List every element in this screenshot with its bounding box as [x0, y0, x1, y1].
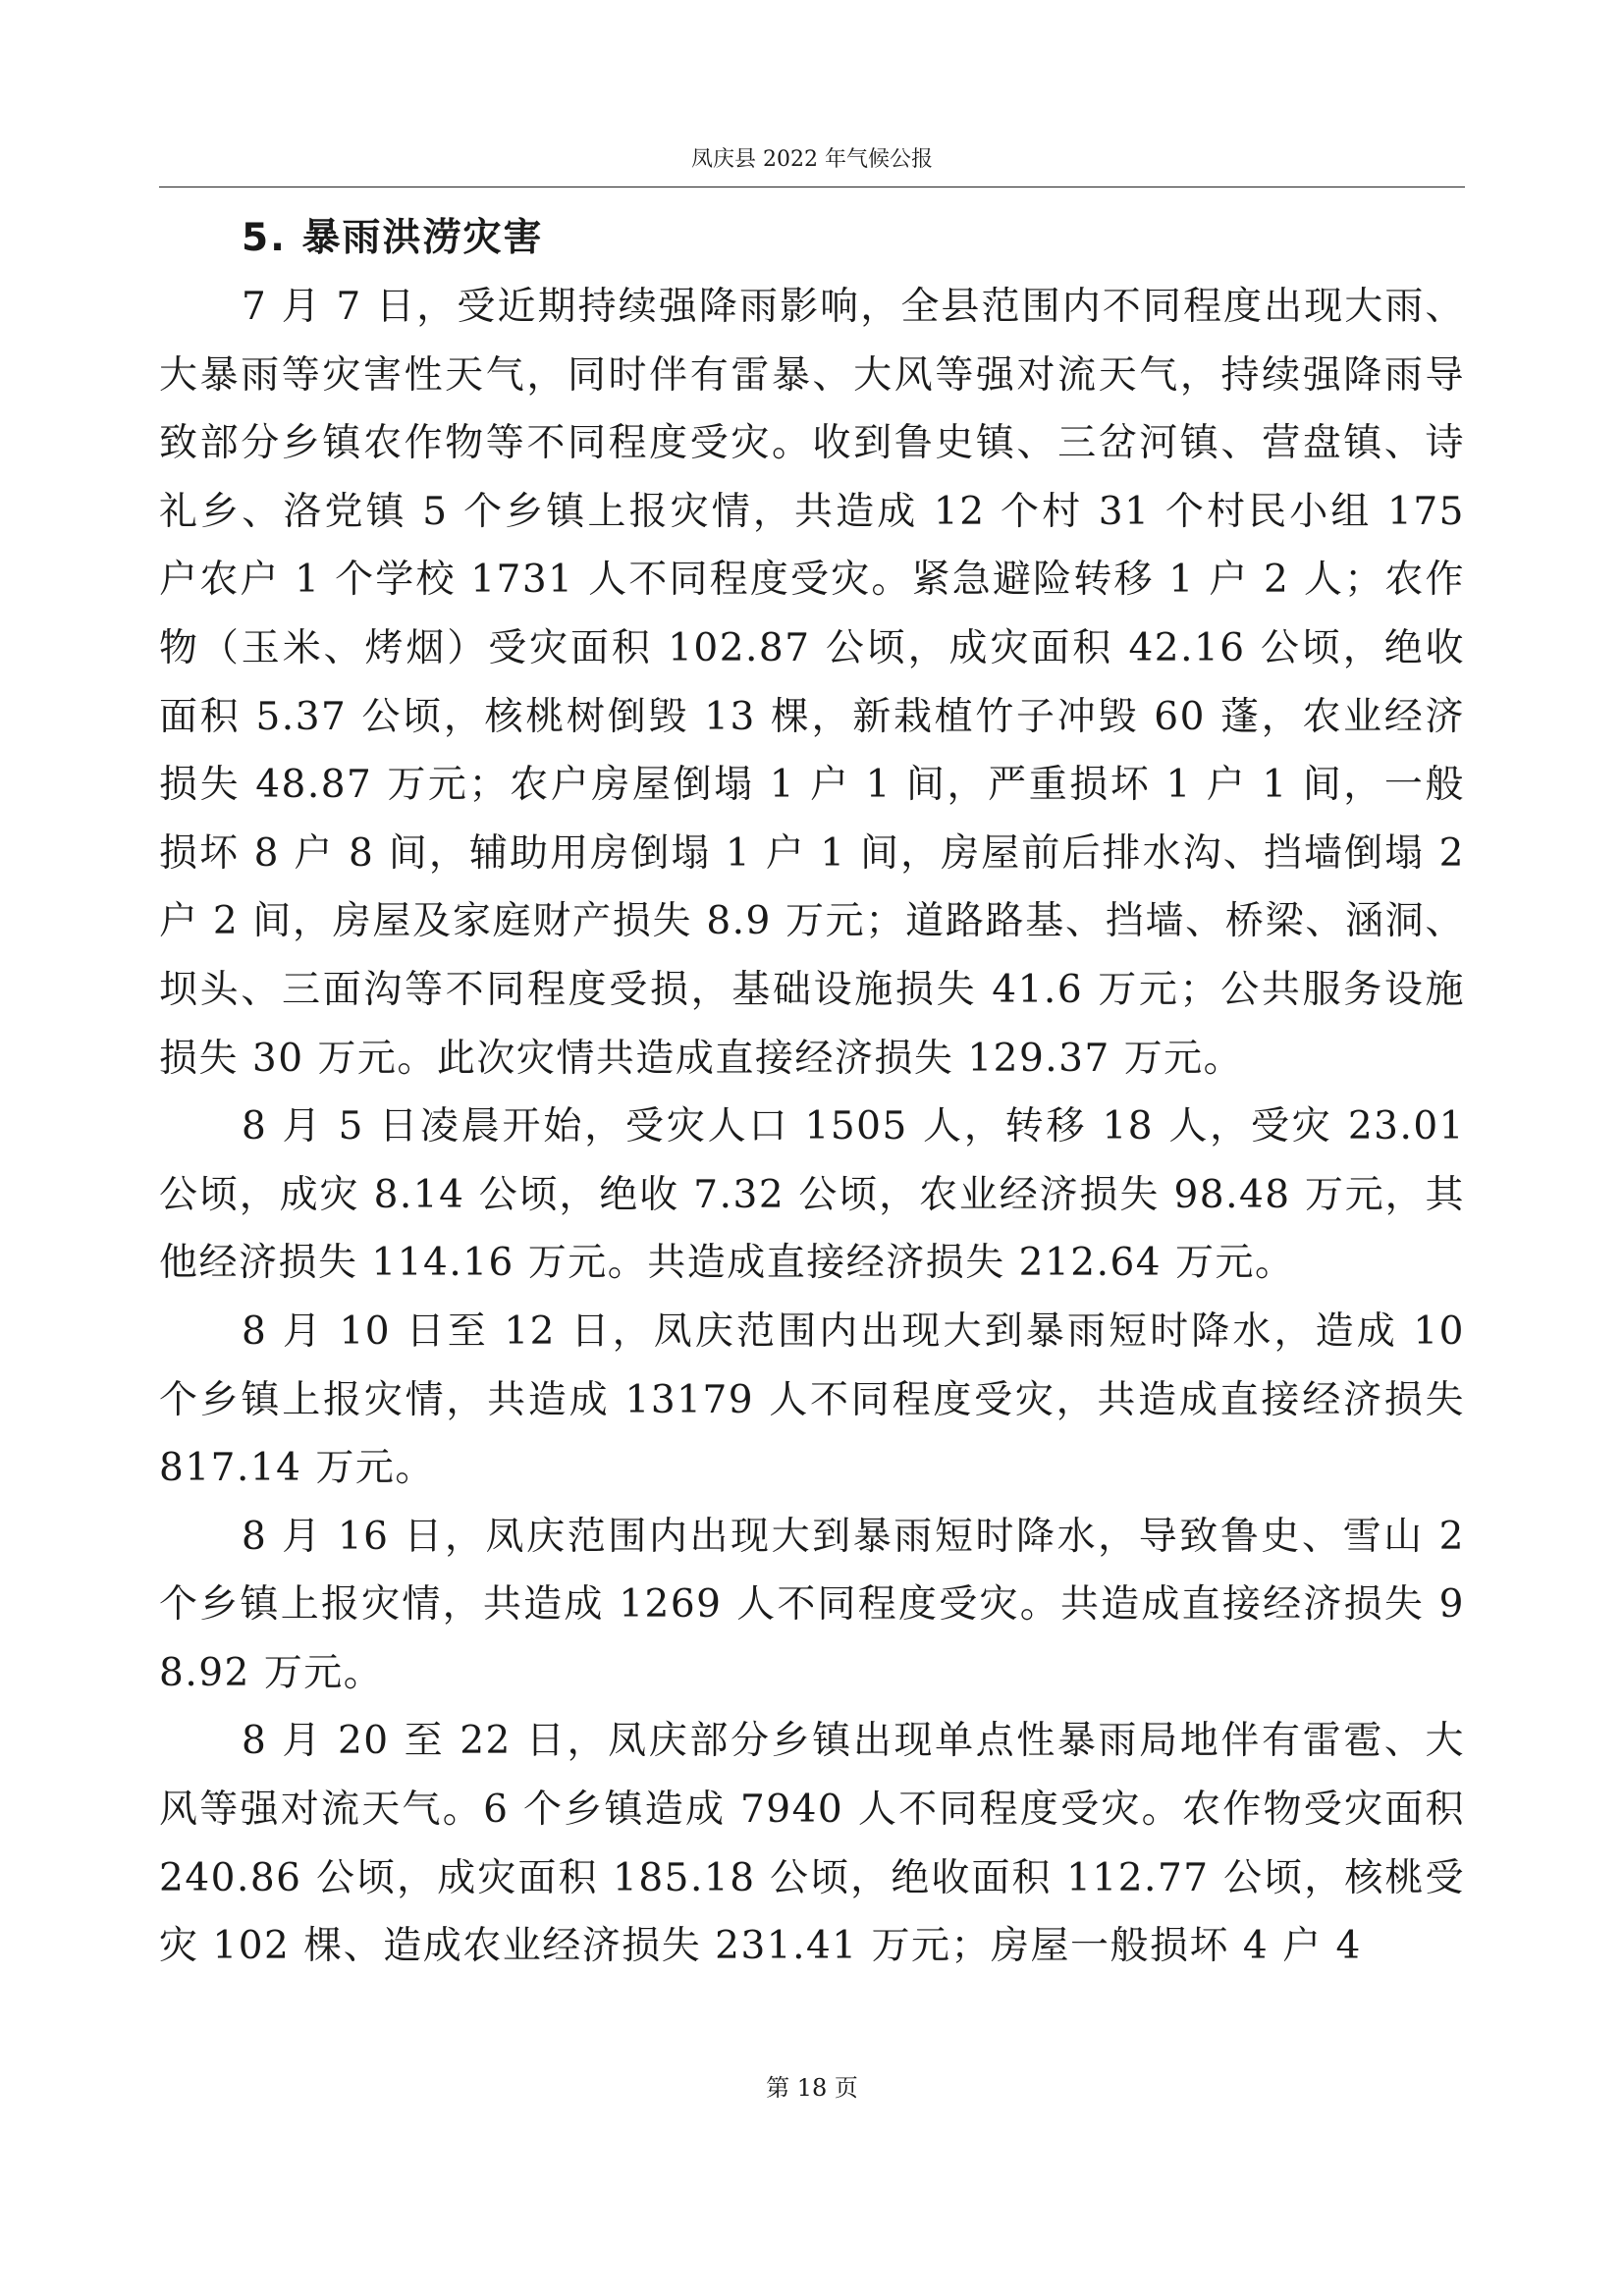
running-header: 凤庆县 2022 年气候公报 — [691, 147, 933, 172]
section-heading: 5. 暴雨洪涝灾害 — [242, 216, 544, 260]
page-number: 第 18 页 — [766, 2074, 858, 2102]
paragraph-aug-10-12: 8 月 10 日至 12 日，凤庆范围内出现大到暴雨短时降水，造成 10 个乡镇上报灾情，共造成 13179 人不同程度受灾，共造成直接经济损失 817.14 万元。 — [159, 1308, 1465, 1491]
page-content — [159, 204, 1465, 1981]
paragraph-aug-20-22: 8 月 20 至 22 日，凤庆部分乡镇出现单点性暴雨局地伴有雷雹、大风等强对流天气。6 个乡镇造成 7940 人不同程度受灾。农作物受灾面积 240.86 公顷，成灾面积 185.18 公顷，绝收面积 112.77 公顷，核桃受灾 102 棵、造成农业经济损失 231.41 万元；房屋一般损坏 4 户 4 — [159, 1719, 1465, 1969]
paragraph-aug-16: 8 月 16 日，凤庆范围内出现大到暴雨短时降水，导致鲁史、雪山 2 个乡镇上报灾情，共造成 1269 人不同程度受灾。共造成直接经济损失 98.92 万元。 — [159, 1514, 1465, 1695]
paragraph-july-7: 7 月 7 日，受近期持续强降雨影响，全县范围内不同程度出现大雨、大暴雨等灾害性天气，同时伴有雷暴、大风等强对流天气，持续强降雨导致部分乡镇农作物等不同程度受灾。收到鲁史镇、三岔河镇、营盘镇、诗礼乡、洛党镇 5 个乡镇上报灾情，共造成 12 个村 31 个村民小组 175 户农户 1 个学校 1731 人不同程度受灾。紧急避险转移 1 户 2 人；农作物（玉米、烤烟）受灾面积 102.87 公顷，成灾面积 42.16 公顷，绝收面积 5.37 公顷，核桃树倒毁 13 棵，新栽植竹子冲毁 60 蓬，农业经济损失 48.87 万元；农户房屋倒塌 1 户 1 间，严重损坏 1 户 1 间，一般损坏 8 户 8 间，辅助用房倒塌 1 户 1 间，房屋前后排水沟、挡墙倒塌 2 户 2 间，房屋及家庭财产损失 8.9 万元；道路路基、挡墙、桥梁、涵洞、坝头、三面沟等不同程度受损，基础设施损失 41.6 万元；公共服务设施损失 30 万元。此次灾情共造成直接经济损失 129.37 万元。 — [159, 285, 1465, 1081]
paragraph-aug-5: 8 月 5 日凌晨开始，受灾人口 1505 人，转移 18 人，受灾 23.01 公顷，成灾 8.14 公顷，绝收 7.32 公顷，农业经济损失 98.48 万元，其他经济损失 114.16 万元。共造成直接经济损失 212.64 万元。 — [159, 1104, 1465, 1286]
